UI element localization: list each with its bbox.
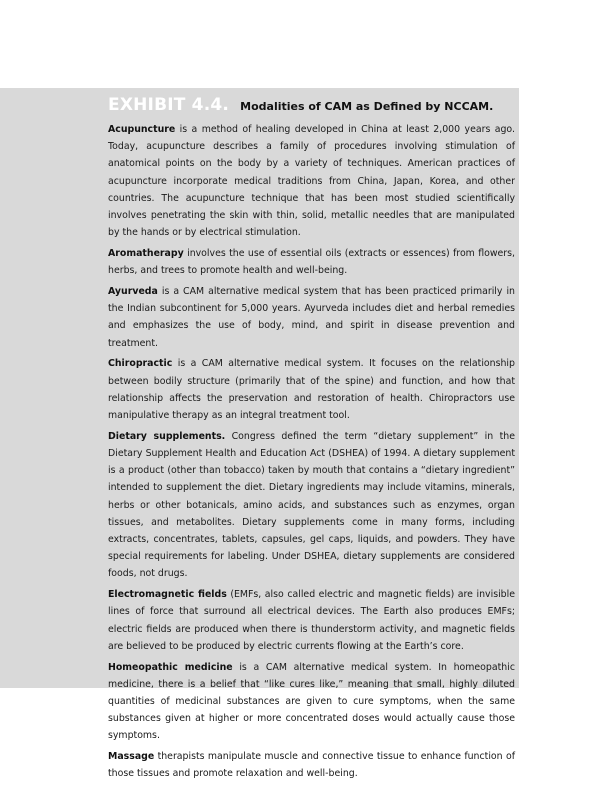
entry-chiropractic: [108, 355, 515, 424]
entry-term: Ayurveda: [108, 286, 158, 298]
entry-text: involves the use of essential oils (extracts or essences) from flowers, herbs, and trees to promote health and well-being.: [108, 248, 515, 277]
entry-electromagnetic-fields: [108, 586, 515, 655]
entry-term: Massage: [108, 751, 155, 763]
entry-text: is a CAM alternative medical system that has been practiced primarily in the Indian subcontinent for 5,000 years. Ayurveda includes diet and herbal remedies and emphasizes the use of body, mind, and spirit in disease prevention and treatment.: [108, 286, 515, 349]
entry-text: Congress defined the term “dietary supplement” in the Dietary Supplement Health and Education Act (DSHEA) of 1994. A dietary supplement is a product (other than tobacco) taken by mouth that contains a “dietary ingredient” intended to supplement the diet. Dietary ingredients may include vitamins, minerals, herbs or other botanicals, amino acids, and substances such as enzymes, organ tissues, and metabolites. Dietary supplements come in many forms, including extracts, concentrates, tablets, capsules, gel caps, liquids, and powders. They have special requirements for labeling. Under DSHEA, dietary supplements are considered foods, not drugs.: [108, 430, 515, 580]
entry-text: is a CAM alternative medical system. It focuses on the relationship between bodily structure (primarily that of the spine) and function, and how that relationship affects the preservation and restoration of health. Chiropractors use manipulative therapy as an integral treatment tool.: [108, 358, 515, 422]
entry-term: Homeopathic medicine: [108, 661, 233, 673]
entry-term: Aromatherapy: [108, 248, 184, 260]
entry-homeopathic-medicine: [108, 659, 515, 745]
entry-term: Dietary supplements.: [108, 430, 226, 442]
entry-dietary-supplements: [108, 428, 515, 583]
entry-aromatherapy: [108, 245, 515, 279]
entry-text: is a CAM alternative medical system. In homeopathic medicine, there is a belief that “like cures like,” meaning that small, highly diluted quantities of medicinal substances are given to cure symptoms, when the same substances given at higher or more concentrated doses would actually cause those symptoms.: [108, 661, 515, 742]
exhibit-label: EXHIBIT 4.4.: [108, 95, 230, 115]
entry-term: Chiropractic: [108, 358, 173, 370]
entry-term: Acupuncture: [108, 124, 176, 135]
entry-massage: [108, 748, 515, 782]
entry-text: therapists manipulate muscle and connective tissue to enhance function of those tissues and promote relaxation and well-being.: [108, 751, 515, 780]
entry-text: (EMFs, also called electric and magnetic fields) are invisible lines of force that surround all electrical devices. The Earth also produces EMFs; electric fields are produced when there is thunderstorm activity, and magnetic fields are believed to be produced by electric currents flowing at the Earth’s core.: [108, 589, 516, 652]
exhibit-title: Modalities of CAM as Defined by NCCAM.: [240, 100, 494, 113]
entry-ayurveda: [108, 283, 515, 352]
exhibit-body: [108, 121, 515, 786]
exhibit-header: [108, 93, 493, 119]
entry-text: is a method of healing developed in China at least 2,000 years ago. Today, acupuncture describes a family of procedures involving stimulation of anatomical points on the body by a variety of techniques. American practices of acupuncture incorporate medical traditions from China, Japan, Korea, and other countries. The acupuncture technique that has been most studied scientifically involves penetrating the skin with thin, solid, metallic needles that are manipulated by the hands or by electrical stimulation.: [108, 124, 515, 239]
entry-term: Electromagnetic fields: [108, 589, 227, 601]
entry-acupuncture: [108, 121, 515, 241]
